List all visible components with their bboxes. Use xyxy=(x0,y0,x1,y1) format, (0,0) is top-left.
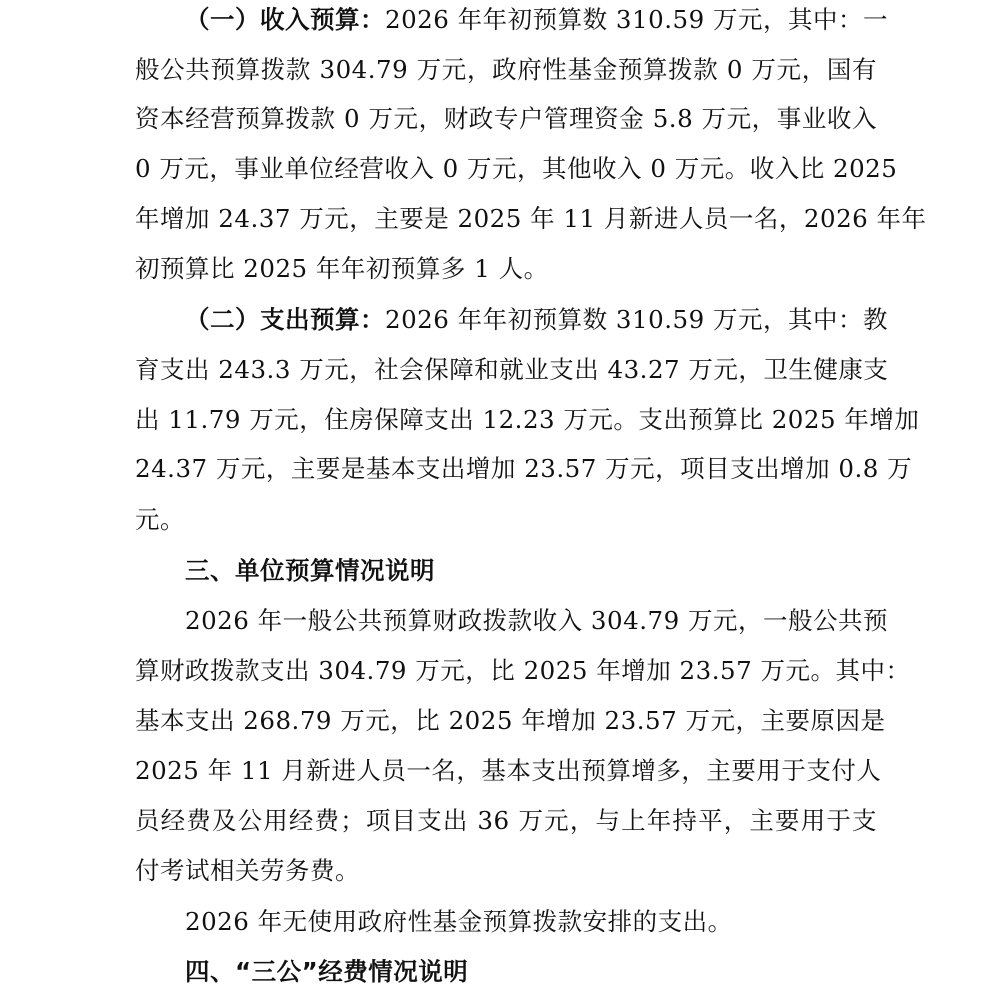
heading-three-public: 四、“三公”经费情况说明 xyxy=(185,957,469,986)
heading-unit-budget: 三、单位预算情况说明 xyxy=(185,556,435,585)
income-text-1: 2026 年年初预算数 310.59 万元，其中：一 xyxy=(385,5,888,34)
unit-line-3: 基本支出 268.79 万元，比 2025 年增加 23.57 万元，主要原因是 xyxy=(135,706,886,735)
income-label: （一）收入预算： xyxy=(185,5,385,34)
expense-line-2: 育支出 243.3 万元，社会保障和就业支出 43.27 万元，卫生健康支 xyxy=(135,355,889,384)
income-line-5: 年增加 24.37 万元，主要是 2025 年 11 月新进人员一名，2026 年年 xyxy=(135,204,927,233)
income-line-1 xyxy=(185,2,888,38)
income-line-4: 0 万元，事业单位经营收入 0 万元，其他收入 0 万元。收入比 2025 xyxy=(135,154,898,183)
expense-label: （二）支出预算： xyxy=(185,305,385,334)
expense-text-1: 2026 年年初预算数 310.59 万元，其中：教 xyxy=(385,305,888,334)
expense-line-3: 出 11.79 万元，住房保障支出 12.23 万元。支出预算比 2025 年增加 xyxy=(135,405,920,434)
fund-line: 2026 年无使用政府性基金预算拨款安排的支出。 xyxy=(185,907,733,936)
unit-line-2: 算财政拨款支出 304.79 万元，比 2025 年增加 23.57 万元。其中： xyxy=(135,656,911,685)
unit-line-1: 2026 年一般公共预算财政拨款收入 304.79 万元，一般公共预 xyxy=(185,606,888,635)
income-line-3: 资本经营预算拨款 0 万元，财政专户管理资金 5.8 万元，事业收入 xyxy=(135,104,877,133)
expense-line-1 xyxy=(185,302,888,338)
unit-line-4: 2025 年 11 月新进人员一名，基本支出预算增多，主要用于支付人 xyxy=(135,756,882,785)
income-line-2: 般公共预算拨款 304.79 万元，政府性基金预算拨款 0 万元，国有 xyxy=(135,55,877,84)
unit-line-6: 付考试相关劳务费。 xyxy=(135,856,360,885)
expense-line-4: 24.37 万元，主要是基本支出增加 23.57 万元，项目支出增加 0.8 万 xyxy=(135,454,913,483)
income-line-6: 初预算比 2025 年年初预算多 1 人。 xyxy=(135,254,549,283)
unit-line-5: 员经费及公用经费；项目支出 36 万元，与上年持平，主要用于支 xyxy=(135,806,877,835)
expense-line-5: 元。 xyxy=(135,505,185,534)
